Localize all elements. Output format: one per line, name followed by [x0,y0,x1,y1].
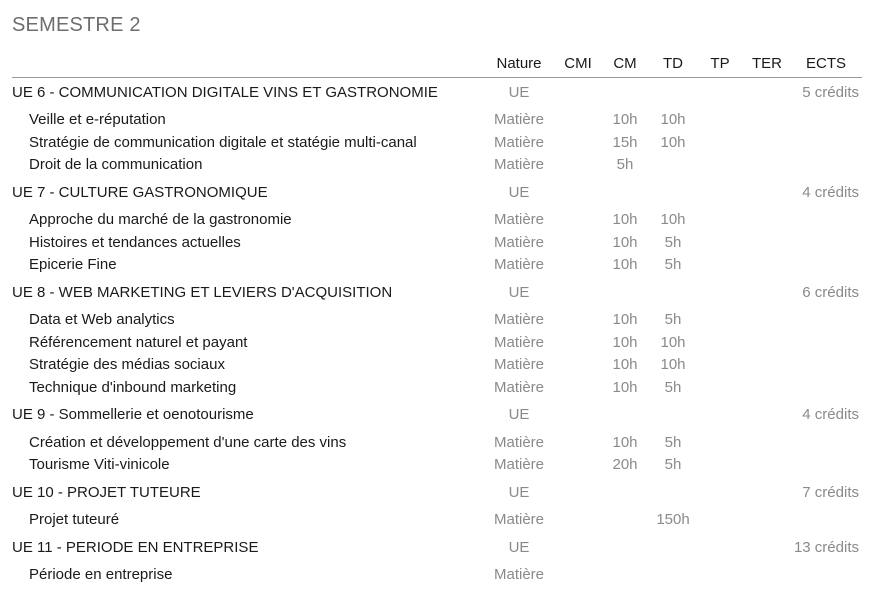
course-name: Création et développement d'une carte des vins [29,434,347,451]
nature-cell: Matière [493,356,545,373]
matiere-row [0,156,883,176]
nature-cell: UE [508,484,530,501]
td-hours: 5h [664,256,682,273]
td-hours: 10h [660,211,686,228]
matiere-row [0,256,883,276]
ue-row [0,406,883,426]
course-name: Data et Web analytics [29,311,175,328]
cm-hours: 10h [612,234,638,251]
cm-hours: 10h [612,256,638,273]
nature-cell: Matière [493,111,545,128]
ue-row [0,539,883,559]
td-hours: 5h [664,379,682,396]
cm-hours: 10h [612,379,638,396]
ue-title: UE 9 - Sommellerie et oenotourisme [12,406,254,423]
ue-title: UE 7 - CULTURE GASTRONOMIQUE [12,184,268,201]
nature-cell: Matière [493,234,545,251]
ue-title: UE 10 - PROJET TUTEURE [12,484,201,501]
matiere-row [0,566,883,586]
matiere-row [0,334,883,354]
course-name: Stratégie de communication digitale et statégie multi-canal [29,134,417,151]
nature-cell: Matière [493,156,545,173]
matiere-row [0,511,883,531]
ects-credits: 4 crédits [802,406,859,423]
nature-cell: Matière [493,434,545,451]
course-name: Approche du marché de la gastronomie [29,211,292,228]
course-name: Epicerie Fine [29,256,117,273]
header-ter: TER [752,55,782,72]
nature-cell: Matière [493,456,545,473]
ects-credits: 7 crédits [802,484,859,501]
course-name: Projet tuteuré [29,511,120,528]
nature-cell: Matière [493,311,545,328]
td-hours: 5h [664,456,682,473]
cm-hours: 10h [612,356,638,373]
td-hours: 5h [664,234,682,251]
ue-title: UE 6 - COMMUNICATION DIGITALE VINS ET GASTRONOMIE [12,84,438,101]
header-tp: TP [710,55,730,72]
nature-cell: Matière [493,379,545,396]
course-name: Stratégie des médias sociaux [29,356,225,373]
header-cmi: CMI [564,55,592,72]
course-name: Droit de la communication [29,156,203,173]
cm-hours: 15h [612,134,638,151]
td-hours: 10h [660,111,686,128]
ue-row [0,284,883,304]
td-hours: 5h [664,311,682,328]
course-name: Tourisme Viti-vinicole [29,456,170,473]
course-name: Période en entreprise [29,566,173,583]
nature-cell: UE [508,184,530,201]
cm-hours: 10h [612,434,638,451]
header-cm: CM [613,55,637,72]
ects-credits: 4 crédits [802,184,859,201]
course-name: Veille et e-réputation [29,111,166,128]
ects-credits: 5 crédits [802,84,859,101]
matiere-row [0,456,883,476]
matiere-row [0,356,883,376]
td-hours: 10h [660,134,686,151]
nature-cell: Matière [493,511,545,528]
ue-title: UE 11 - PERIODE EN ENTREPRISE [12,539,259,556]
nature-cell: UE [508,539,530,556]
header-td: TD [663,55,683,72]
ects-credits: 13 crédits [793,539,859,556]
td-hours: 10h [660,356,686,373]
ue-row [0,184,883,204]
nature-cell: Matière [493,256,545,273]
cm-hours: 10h [612,111,638,128]
matiere-row [0,379,883,399]
nature-cell: Matière [493,334,545,351]
td-hours: 5h [664,434,682,451]
cm-hours: 10h [612,211,638,228]
course-name: Technique d'inbound marketing [29,379,237,396]
nature-cell: Matière [493,566,545,583]
cm-hours: 10h [612,334,638,351]
matiere-row [0,134,883,154]
matiere-row [0,234,883,254]
course-name: Histoires et tendances actuelles [29,234,241,251]
table-header [12,55,862,78]
cm-hours: 5h [616,156,634,173]
matiere-row [0,311,883,331]
matiere-row [0,211,883,231]
header-ects: ECTS [805,55,847,72]
nature-cell: Matière [493,211,545,228]
cm-hours: 20h [612,456,638,473]
matiere-row [0,111,883,131]
nature-cell: UE [508,284,530,301]
ue-row [0,84,883,104]
nature-cell: UE [508,84,530,101]
course-name: Référencement naturel et payant [29,334,248,351]
ue-title: UE 8 - WEB MARKETING ET LEVIERS D'ACQUISITION [12,284,393,301]
ects-credits: 6 crédits [802,284,859,301]
cm-hours: 10h [612,311,638,328]
header-nature: Nature [496,55,542,72]
td-hours: 10h [660,334,686,351]
ue-row [0,484,883,504]
nature-cell: Matière [493,134,545,151]
page-title: SEMESTRE 2 [12,14,141,36]
matiere-row [0,434,883,454]
td-hours: 150h [656,511,690,528]
nature-cell: UE [508,406,530,423]
